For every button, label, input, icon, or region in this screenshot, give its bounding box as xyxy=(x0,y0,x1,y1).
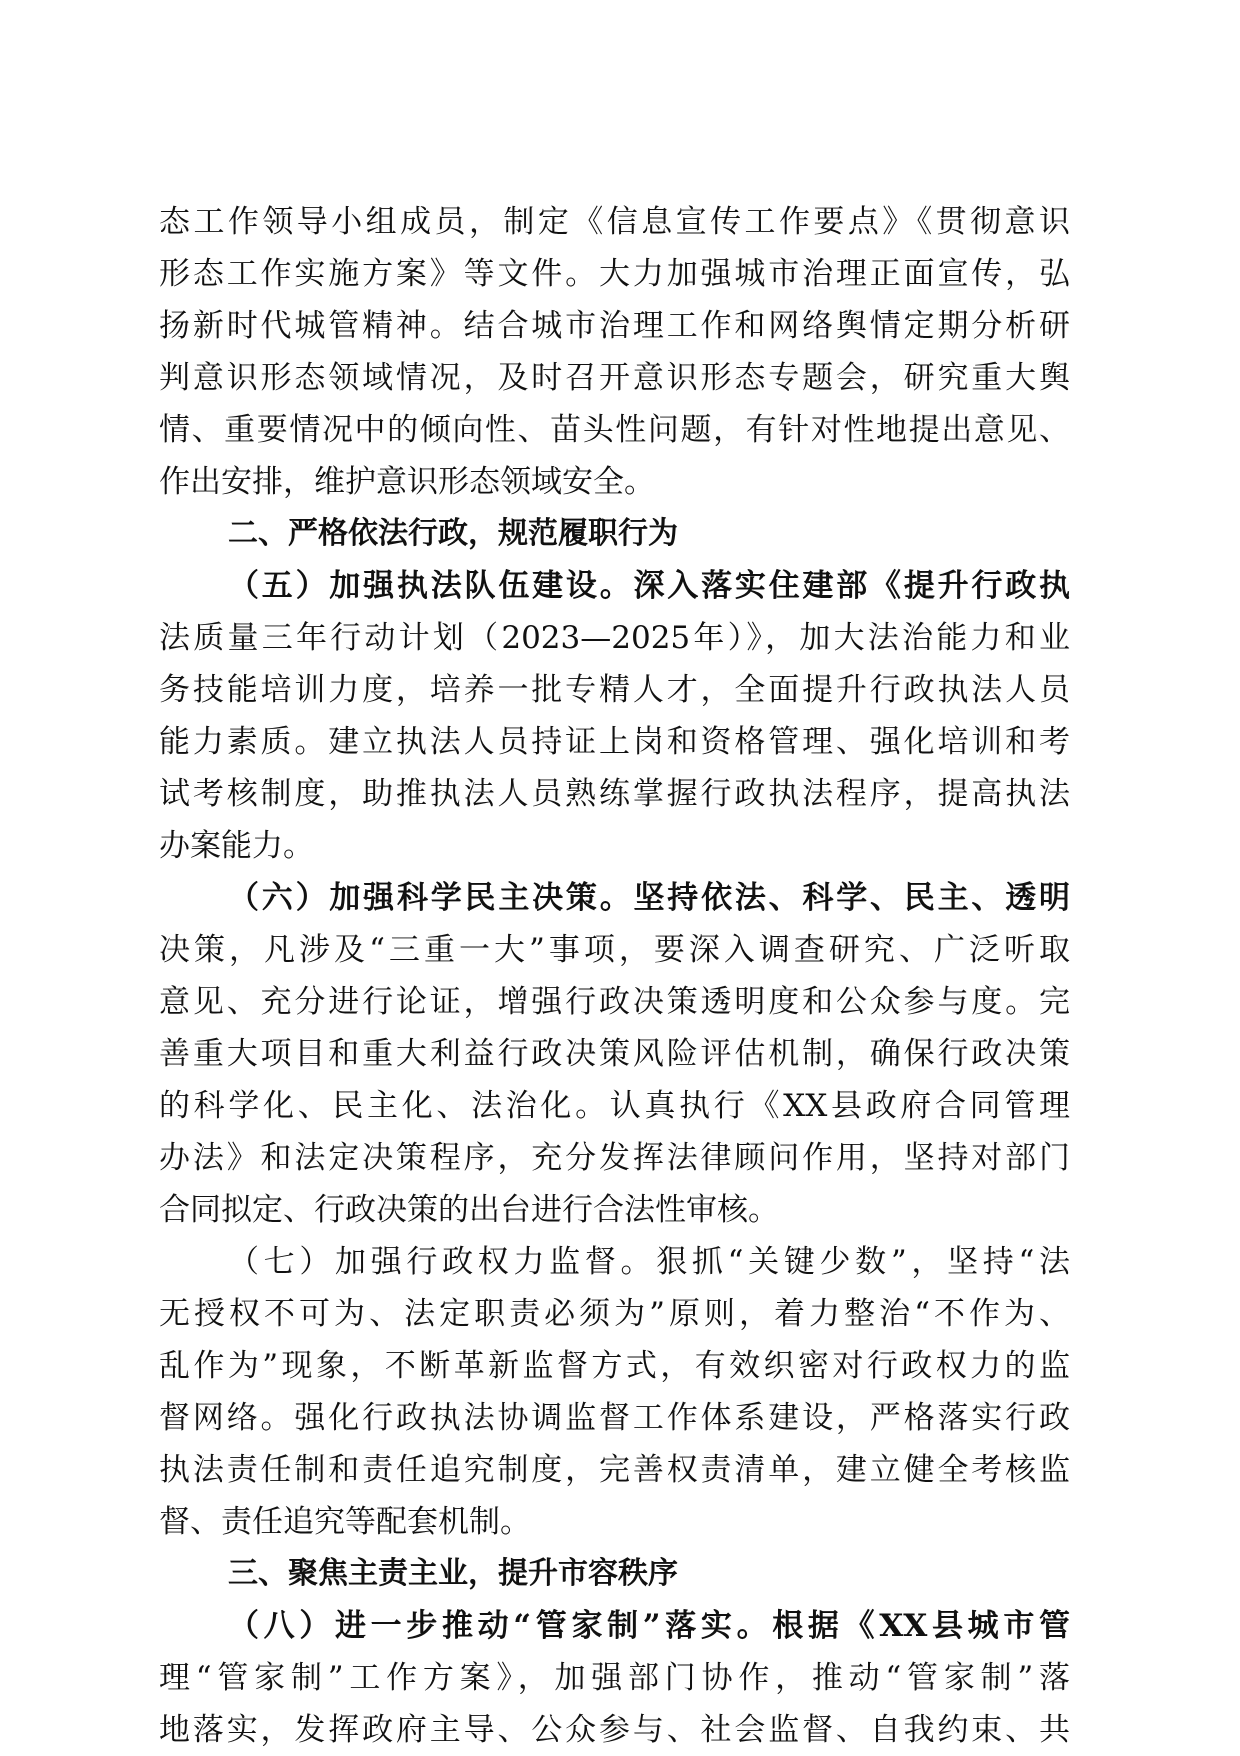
paragraph-line: 态工作领导小组成员，制定《信息宣传工作要点》《贯彻意识 xyxy=(159,204,1070,240)
paragraph-line: 法质量三年行动计划（2023—2025年）》，加大法治能力和业 xyxy=(159,620,1070,656)
paragraph-last-line: 督、责任追究等配套机制。 xyxy=(159,1504,531,1540)
paragraph-line: 无授权不可为、法定职责必须为”原则，着力整治“不作为、 xyxy=(159,1296,1070,1332)
paragraph-line: 的科学化、民主化、法治化。认真执行《XX县政府合同管理 xyxy=(159,1088,1070,1124)
paragraph-line: 判意识形态领域情况，及时召开意识形态专题会，研究重大舆 xyxy=(159,360,1070,396)
paragraph-line: 理“管家制”工作方案》，加强部门协作，推动“管家制”落 xyxy=(159,1660,1070,1696)
paragraph-lead-line: （五）加强执法队伍建设。深入落实住建部《提升行政执 xyxy=(228,568,1070,604)
paragraph-lead-line: （七）加强行政权力监督。狠抓“关键少数”，坚持“法 xyxy=(228,1244,1070,1280)
paragraph-line: 务技能培训力度，培养一批专精人才，全面提升行政执法人员 xyxy=(159,672,1070,708)
paragraph-lead-line: （八）进一步推动“管家制”落实。根据《XX县城市管 xyxy=(228,1608,1070,1644)
paragraph-line: 情、重要情况中的倾向性、苗头性问题，有针对性地提出意见、 xyxy=(159,412,1070,448)
paragraph-line: 形态工作实施方案》等文件。大力加强城市治理正面宣传，弘 xyxy=(159,256,1070,292)
paragraph-lead-line: （六）加强科学民主决策。坚持依法、科学、民主、透明 xyxy=(228,880,1070,916)
section-heading: 三、聚焦主责主业，提升市容秩序 xyxy=(228,1556,678,1591)
paragraph-last-line: 作出安排，维护意识形态领域安全。 xyxy=(159,464,655,500)
paragraph-line: 善重大项目和重大利益行政决策风险评估机制，确保行政决策 xyxy=(159,1036,1070,1072)
document-body xyxy=(159,196,1079,1756)
paragraph-line: 地落实，发挥政府主导、公众参与、社会监督、自我约束、共 xyxy=(159,1712,1070,1748)
paragraph-line: 扬新时代城管精神。结合城市治理工作和网络舆情定期分析研 xyxy=(159,308,1070,344)
section-heading: 二、严格依法行政，规范履职行为 xyxy=(228,516,678,551)
paragraph-line: 能力素质。建立执法人员持证上岗和资格管理、强化培训和考 xyxy=(159,724,1070,760)
paragraph-line: 决策，凡涉及“三重一大”事项，要深入调查研究、广泛听取 xyxy=(159,932,1070,968)
paragraph-line: 办法》和法定决策程序，充分发挥法律顾问作用，坚持对部门 xyxy=(159,1140,1070,1176)
paragraph-line: 试考核制度，助推执法人员熟练掌握行政执法程序，提高执法 xyxy=(159,776,1070,812)
paragraph-line: 执法责任制和责任追究制度，完善权责清单，建立健全考核监 xyxy=(159,1452,1070,1488)
paragraph-last-line: 合同拟定、行政决策的出台进行合法性审核。 xyxy=(159,1192,779,1228)
paragraph-line: 督网络。强化行政执法协调监督工作体系建设，严格落实行政 xyxy=(159,1400,1070,1436)
paragraph-last-line: 办案能力。 xyxy=(159,828,314,864)
paragraph-line: 意见、充分进行论证，增强行政决策透明度和公众参与度。完 xyxy=(159,984,1070,1020)
paragraph-line: 乱作为”现象，不断革新监督方式，有效织密对行政权力的监 xyxy=(159,1348,1070,1384)
